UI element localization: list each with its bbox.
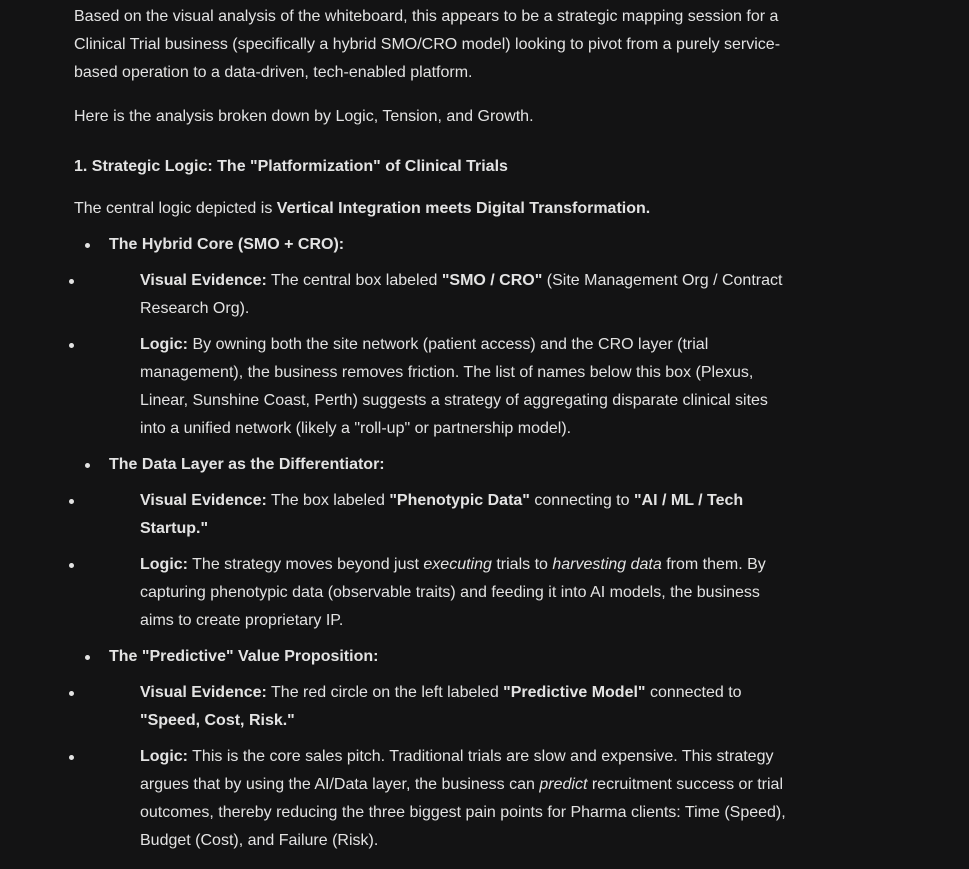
section-heading: 1. Strategic Logic: The "Platformization" of Clinical Trials (74, 158, 508, 175)
sub-item-visual-evidence: Visual Evidence: The box labeled "Phenotypic Data" connecting to "AI / ML / Tech Startup." (109, 487, 786, 543)
sub-list (109, 267, 786, 443)
list-item-data-layer (74, 451, 786, 635)
list-item-hybrid-core (74, 231, 786, 443)
sub-list (109, 679, 786, 855)
list-item-title: The Data Layer as the Differentiator: (109, 456, 385, 473)
strategy-list (74, 231, 786, 855)
list-item-predictive (74, 643, 786, 855)
sub-item-visual-evidence: Visual Evidence: The central box labeled "SMO / CRO" (Site Management Org / Contract Research Org). (109, 267, 786, 323)
intro-summary: Here is the analysis broken down by Logic, Tension, and Growth. (74, 108, 534, 125)
intro-paragraph: Based on the visual analysis of the whiteboard, this appears to be a strategic mapping session for a Clinical Trial business (specifically a hybrid SMO/CRO model) looking to pivot from a purely service-based operation to a data-driven, tech-enabled platform. (74, 8, 781, 81)
response-content (74, 3, 786, 863)
sub-list (109, 487, 786, 635)
sub-item-visual-evidence: Visual Evidence: The red circle on the left labeled "Predictive Model" connected to "Speed, Cost, Risk." (109, 679, 786, 735)
sub-item-logic: Logic: By owning both the site network (patient access) and the CRO layer (trial management), the business removes friction. The list of names below this box (Plexus, Linear, Sunshine Coast, Perth) suggests a strategy of aggregating disparate clinical sites into a unified network (likely a "roll-up" or partnership model). (109, 331, 786, 443)
list-item-title: The "Predictive" Value Proposition: (109, 648, 379, 665)
list-item-title: The Hybrid Core (SMO + CRO): (109, 236, 345, 253)
sub-item-logic: Logic: This is the core sales pitch. Traditional trials are slow and expensive. This strategy argues that by using the AI/Data layer, the business can predict recruitment success or trial outcomes, thereby reducing the three biggest pain points for Pharma clients: Time (Speed), Budget (Cost), and Failure (Risk). (109, 743, 786, 855)
section-lead: The central logic depicted is Vertical Integration meets Digital Transformation. (74, 200, 651, 217)
sub-item-logic: Logic: The strategy moves beyond just executing trials to harvesting data from them. By capturing phenotypic data (observable traits) and feeding it into AI models, the business aims to create proprietary IP. (109, 551, 786, 635)
